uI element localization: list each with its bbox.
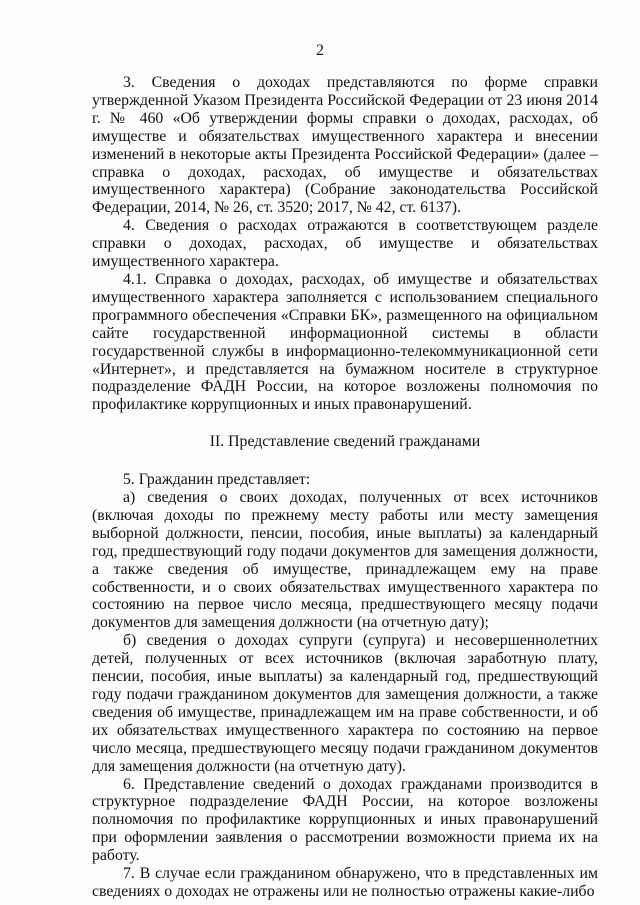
paragraph-4-1: 4.1. Справка о доходах, расходах, об имуществе и обязательствах имущественного характера заполняется с использованием специального программного обеспечения «Справки БК», размещенного на официальном сайте государственной информационной системы в области государственной службы в информационно-телекоммуникационной сети «Интернет», и представляется на бумажном носителе в структурное подразделение ФАДН России, на которое возложены полномочия по профилактике коррупционных и иных правонарушений. bbox=[92, 270, 598, 414]
paragraph-6: 6. Представление сведений о доходах гражданами производится в структурное подразделение ФАДН России, на которое возложены полномочия по профилактике коррупционных и иных правонарушений при оформлении заявления о рассмотрении возможности приема их на работу. bbox=[92, 775, 598, 865]
paragraph-4: 4. Сведения о расходах отражаются в соответствующем разделе справки о доходах, расходах, об имуществе и обязательствах имущественного характера. bbox=[92, 217, 598, 271]
paragraph-3: 3. Сведения о доходах представляются по форме справки утвержденной Указом Президента Российской Федерации от 23 июня 2014 г. № 460 «Об утверждении формы справки о доходах, расходах, об имуществе и обязательствах имущественного характера и внесении изменений в некоторые акты Президента Российской Федерации» (далее – справка о доходах, расходах, об имуществе и обязательствах имущественного характера) (Собрание законодательства Российской Федерации, 2014, № 26, ст. 3520; 2017, № 42, ст. 6137). bbox=[92, 74, 598, 217]
paragraph-5-a: а) сведения о своих доходах, полученных от всех источников (включая доходы по прежнему месту работы или месту замещения выборной должности, пенсии, пособия, иные выплаты) за календарный год, предшествующий году подачи документов для замещения должности, а также сведения об имуществе, принадлежащем ему на праве собственности, и о своих обязательствах имущественного характера по состоянию на первое число месяца, предшествующего месяцу подачи документов для замещения должности (на отчетную дату); bbox=[92, 489, 598, 632]
section-heading: II. Представление сведений гражданами bbox=[209, 433, 481, 451]
document-body bbox=[92, 74, 598, 901]
paragraph-7: 7. В случае если гражданином обнаружено, что в представленных им сведениях о доходах не отражены или не полностью отражены какие-либо bbox=[92, 865, 598, 900]
paragraph-5-b: б) сведения о доходах супруги (супруга) и несовершеннолетних детей, полученных от всех источников (включая заработную плату, пенсии, пособия, иные выплаты) за календарный год, предшествующий году подачи гражданином документов для замещения должности, а также сведения об имуществе, принадлежащем им на праве собственности, и об их обязательствах имущественного характера по состоянию на первое число месяца, предшествующего месяцу подачи гражданином документов для замещения должности (на отчетную дату). bbox=[92, 632, 598, 775]
page-number: 2 bbox=[316, 42, 324, 59]
paragraph-5: 5. Гражданин представляет: bbox=[123, 471, 311, 489]
